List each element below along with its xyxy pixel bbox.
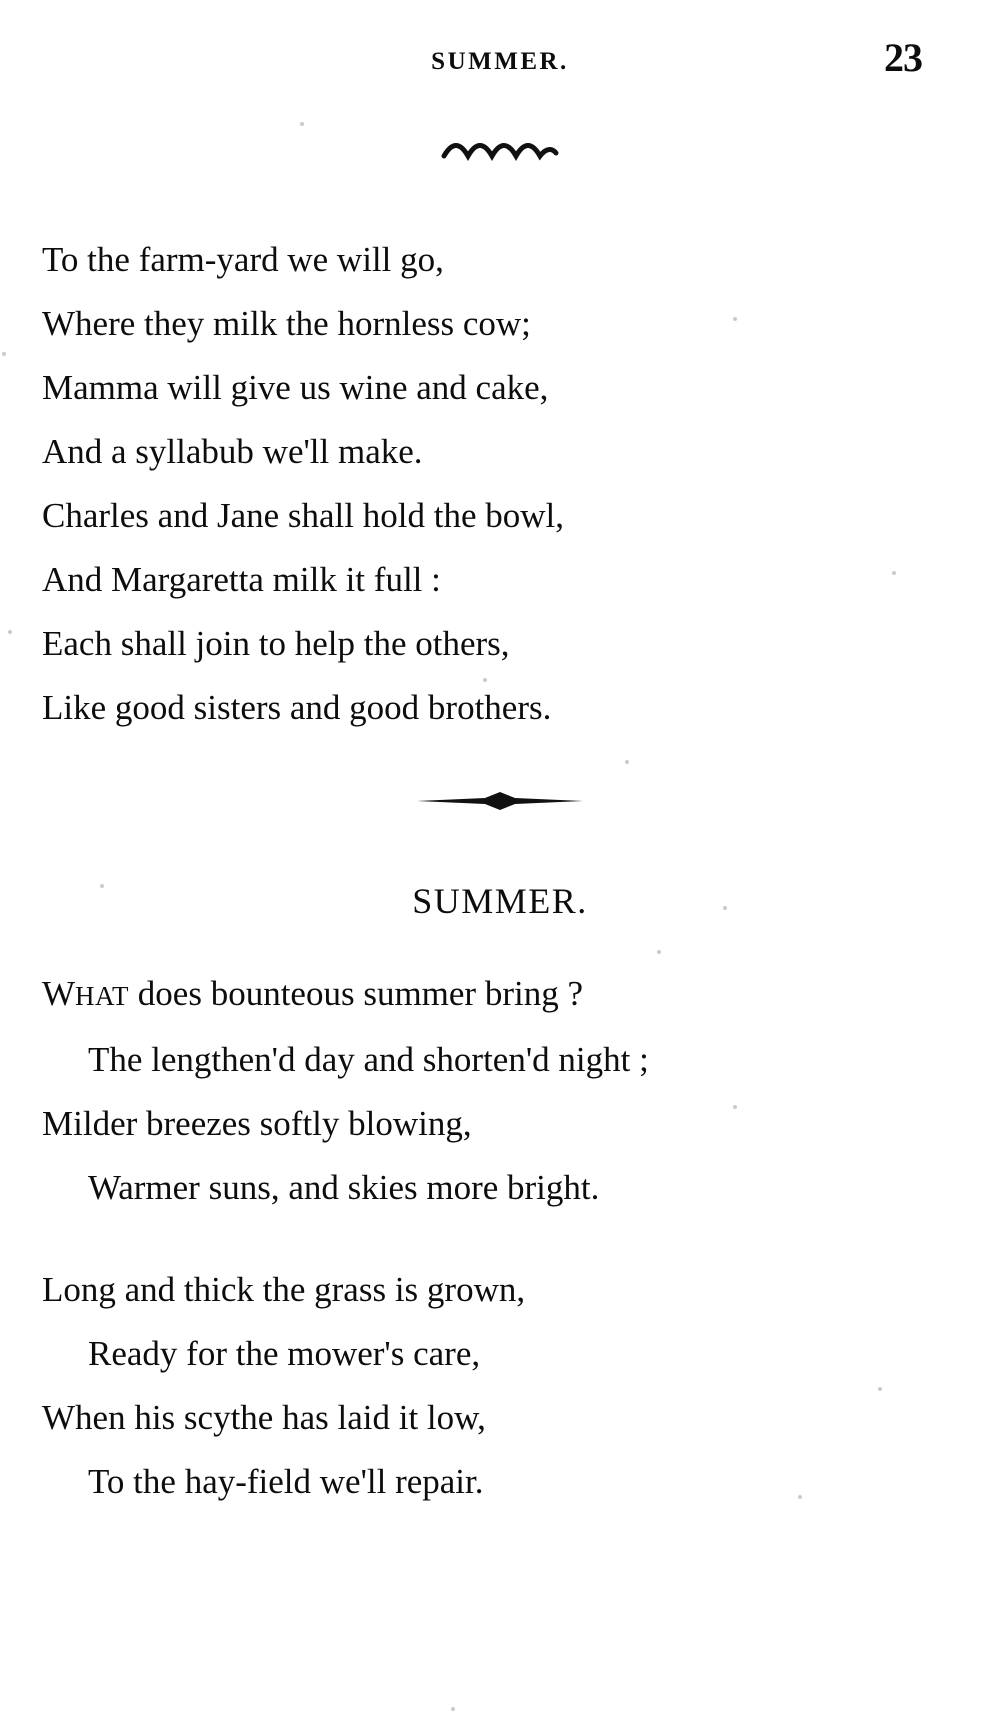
verse-line: Ready for the mower's care, xyxy=(88,1334,481,1373)
poem-stanza-2 xyxy=(42,1258,958,1514)
scan-speck xyxy=(451,1707,455,1711)
poem-stanza-1 xyxy=(42,962,958,1220)
verse-line: The lengthen'd day and shorten'd night ; xyxy=(88,1040,649,1079)
verse-line: Where they milk the hornless cow; xyxy=(42,304,531,343)
scan-speck xyxy=(657,950,661,954)
diamond-rule-ornament xyxy=(0,790,1000,830)
scan-speck xyxy=(625,760,629,764)
running-head-title: SUMMER. xyxy=(431,48,569,75)
verse-line: Mamma will give us wine and cake, xyxy=(42,368,549,407)
poem-title: SUMMER. xyxy=(412,881,588,921)
verse-line: Like good sisters and good brothers. xyxy=(42,688,552,727)
scan-speck xyxy=(723,906,727,910)
scan-speck xyxy=(8,630,12,634)
verse-line: Charles and Jane shall hold the bowl, xyxy=(42,496,564,535)
scan-speck xyxy=(798,1495,802,1499)
drop-cap: W xyxy=(42,974,76,1013)
verse-line: Milder breezes softly blowing, xyxy=(42,1104,472,1143)
verse-line: To the farm-yard we will go, xyxy=(42,240,444,279)
wavy-rule-ornament xyxy=(0,140,1000,180)
running-head xyxy=(0,35,1000,92)
scan-speck xyxy=(300,122,304,126)
verse-line: Each shall join to help the others, xyxy=(42,624,510,663)
scan-speck xyxy=(483,678,487,682)
verse-line: Warmer suns, and skies more bright. xyxy=(88,1168,600,1207)
verse-line: And a syllabub we'll make. xyxy=(42,432,423,471)
verse-line-opening xyxy=(42,962,958,1028)
scan-speck xyxy=(892,571,896,575)
scan-speck xyxy=(2,352,6,356)
small-caps-run: HAT xyxy=(75,981,130,1011)
verse-line: To the hay-field we'll repair. xyxy=(88,1462,484,1501)
opening-line-rest: does bounteous summer bring ? xyxy=(129,974,584,1013)
scan-speck xyxy=(733,1105,737,1109)
scan-speck xyxy=(733,317,737,321)
verse-line: When his scythe has laid it low, xyxy=(42,1398,486,1437)
verse-line: Long and thick the grass is grown, xyxy=(42,1270,526,1309)
scan-speck xyxy=(100,884,104,888)
verse-line: And Margaretta milk it full : xyxy=(42,560,441,599)
verse-block-continuation xyxy=(42,228,958,740)
page-number: 23 xyxy=(884,35,922,80)
scan-speck xyxy=(878,1387,882,1391)
